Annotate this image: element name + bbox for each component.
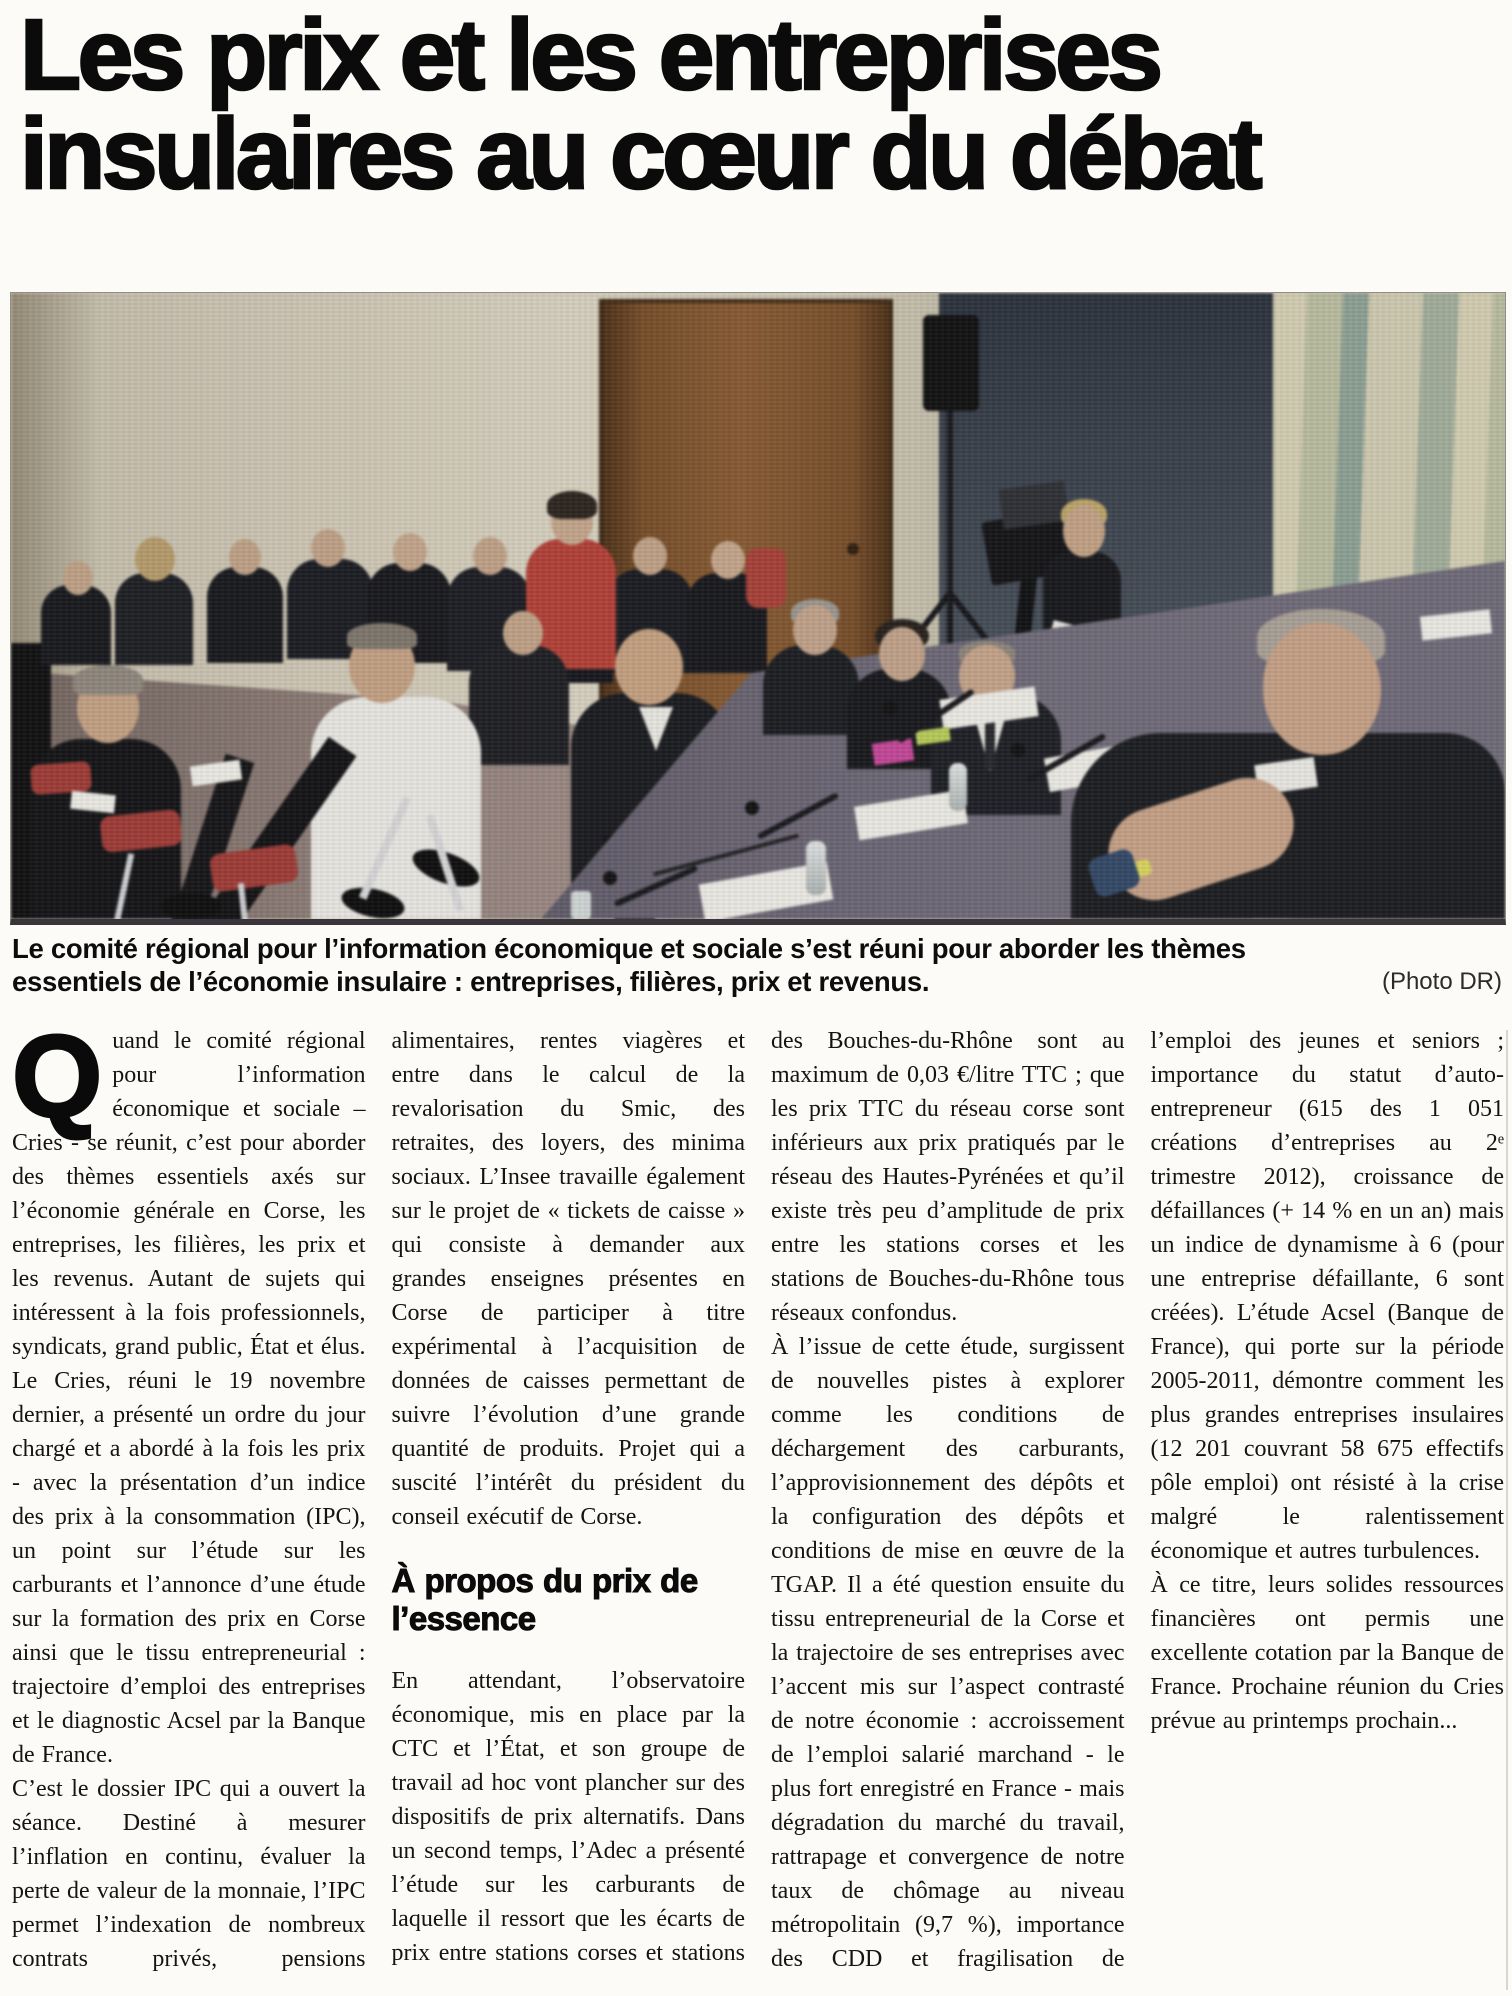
- photo-credit: (Photo DR): [1381, 968, 1502, 995]
- paragraph-1: [12, 1011, 366, 1772]
- subheading: À propos du prix de l’essence: [391, 1562, 698, 1637]
- door-handle-icon: [847, 543, 859, 555]
- caption-text: Le comité régional pour l’information économique et sociale s’est réuni pour aborder les thèmes essentiels de l’économie insulaire : entreprises, filières, prix et revenus.: [12, 933, 1246, 997]
- article-body: [12, 1011, 1505, 1996]
- paragraph-5: À ce titre, leurs solides ressources financières ont permis une excellente cotation par la Banque de France. Prochaine réunion du Cries prévue au printemps prochain...: [1150, 1572, 1505, 1734]
- drop-cap: Q: [12, 1011, 103, 1141]
- water-bottle: [806, 841, 826, 895]
- headline-line-2: insulaires au cœur du débat: [20, 98, 1260, 210]
- conference-photo: [10, 292, 1506, 925]
- paragraph-3: En attendant, l’observatoire économique, mis en place par la CTC et l’État, et son groupe de travail ad hoc vont plancher sur des dispositifs de prix alternatifs. Dans un second temps, l’Adec a présenté l’étude sur les carburants de laquelle il ressort que les écarts de prix entre stations corses et stations des Bouches-du-Rhône sont au maximum de 0,03 €/litre TTC ; que les prix TTC du réseau corse sont inférieurs aux prix pratiqués par le réseau des Hautes-Pyrénées et qu’il existe très peu d’amplitude de prix entre les stations corses et les stations de Bouches-du-Rhône tous réseaux confondus.: [391, 1028, 1125, 1966]
- paragraph-1-text: uand le comité régional pour l’information économique et sociale – Cries - se réunit, c’est pour aborder des thèmes essentiels axés sur l’économie générale en Corse, les entreprises, les filières, les prix et les revenus. Autant de sujets qui intéressent à la fois professionnels, syndicats, grand public, État et élus. Le Cries, réuni le 19 novembre dernier, a présenté un ordre du jour chargé et a abordé à la fois les prix - avec la présentation d’un indice des prix à la consommation (IPC), un point sur l’étude sur les carburants et l’annonce d’une étude sur la formation des prix en Corse ainsi que le tissu entrepreneurial : trajectoire d’emploi des entreprises et le diagnostic Acsel par la Banque de France.: [12, 1028, 366, 1768]
- photo-caption: [12, 932, 1502, 998]
- loudspeaker: [923, 315, 979, 411]
- headline: [20, 0, 1500, 210]
- headline-line-1: Les prix et les entreprises: [20, 0, 1160, 111]
- water-bottle: [949, 763, 967, 811]
- page-edge-line: [1506, 1030, 1508, 1990]
- photo-scene: [11, 293, 1505, 919]
- paragraph-4: À l’issue de cette étude, surgissent de nouvelles pistes à explorer comme les conditions de déchargement des carburants, l’approvisionnement des dépôts et la configuration des dépôts et conditions de mise en œuvre de la TGAP. Il a été question ensuite du tissu entrepreneurial de la Corse et la trajectoire de ses entreprises avec l’accent mis sur l’aspect contrasté de notre économie : accroissement de l’emploi salarié marchand - le plus fort enregistré en France - mais dégradation du marché du travail, rattrapage et convergence de notre taux de chômage au niveau métropolitain (9,7 %), importance des CDD et fragilisation de l’emploi des jeunes et seniors ; importance du statut d’auto-entrepreneur (615 des 1 051 créations d’entreprises au 2ᵉ trimestre 2012), croissance de défaillances (+ 14 % en un an) mais un indice de dynamisme à 6 (pour une entreprise défaillante, 6 sont créées). L’étude Acsel (Banque de France), qui porte sur la période 2005-2011, démontre comment les plus grandes entreprises insulaires (12 201 couvrant 58 675 effectifs pôle emploi) ont résisté à la crise malgré le ralentissement économique et autres turbulences.: [771, 1028, 1504, 1972]
- paragraph-2: C’est le dossier IPC qui a ouvert la séance. Destiné à mesurer l’inflation en continu, évaluer la perte de valeur de la monnaie, l’IPC permet l’indexation de nombreux contrats privés, pensions alimentaires, rentes viagères et entre dans le calcul de la revalorisation du Smic, des retraites, des loyers, des minima sociaux. L’Insee travaille également sur le projet de « tickets de caisse » qui consiste à demander aux grandes enseignes présentes en Corse de participer à titre expérimental à l’acquisition de données de caisses permettant de suivre l’évolution d’une grande quantité de produits. Projet qui a suscité l’intérêt du président du conseil exécutif de Corse.: [12, 1028, 745, 1972]
